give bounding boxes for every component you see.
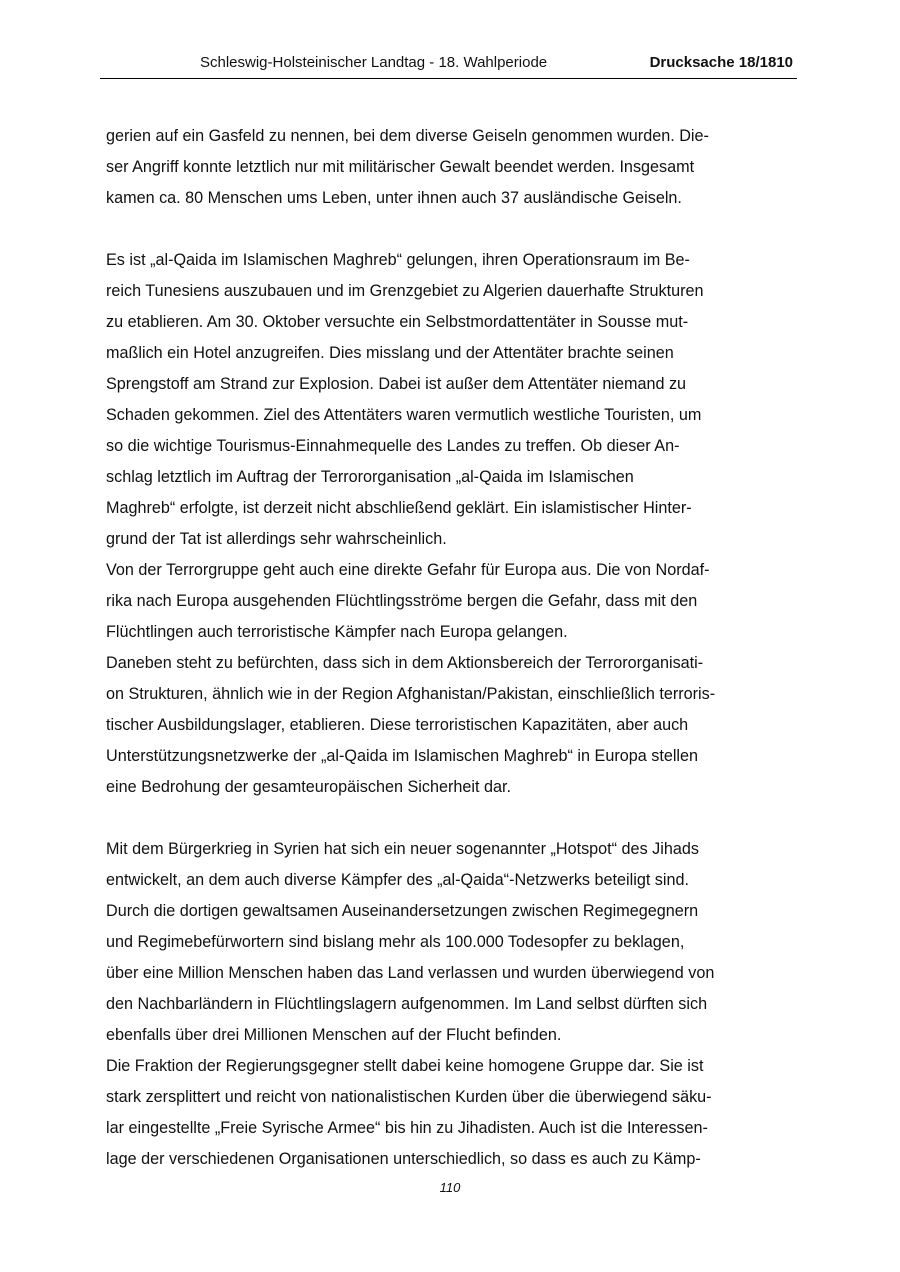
text-line: Sprengstoff am Strand zur Explosion. Dabei ist außer dem Attentäter niemand zu [106, 375, 687, 393]
text-line: schlag letztlich im Auftrag der Terrororganisation „al-Qaida im Islamischen [106, 468, 634, 486]
text-line: Durch die dortigen gewaltsamen Auseinandersetzungen zwischen Regimegegnern [106, 902, 699, 920]
text-line: Von der Terrorgruppe geht auch eine direkte Gefahr für Europa aus. Die von Nordaf- [106, 561, 710, 579]
text-line: gerien auf ein Gasfeld zu nennen, bei dem diverse Geiseln genommen wurden. Die- [106, 127, 709, 145]
text-line: Schaden gekommen. Ziel des Attentäters waren vermutlich westliche Touristen, um [106, 406, 702, 424]
text-line: kamen ca. 80 Menschen ums Leben, unter ihnen auch 37 ausländische Geiseln. [106, 189, 682, 207]
text-line: tischer Ausbildungslager, etablieren. Diese terroristischen Kapazitäten, aber auch [106, 716, 689, 734]
paragraph-gap [106, 803, 797, 834]
text-line: eine Bedrohung der gesamteuropäischen Sicherheit dar. [106, 778, 511, 796]
text-line: den Nachbarländern in Flüchtlingslagern aufgenommen. Im Land selbst dürften sich [106, 995, 708, 1013]
text-line: zu etablieren. Am 30. Oktober versuchte ein Selbstmordattentäter in Sousse mut- [106, 313, 689, 331]
text-line: reich Tunesiens auszubauen und im Grenzgebiet zu Algerien dauerhafte Strukturen [106, 282, 704, 300]
text-line: Es ist „al-Qaida im Islamischen Maghreb“ gelungen, ihren Operationsraum im Be- [106, 251, 690, 269]
text-line: über eine Million Menschen haben das Land verlassen und wurden überwiegend von [106, 964, 715, 982]
header-title: Schleswig-Holsteinischer Landtag - 18. Wahlperiode [200, 54, 548, 71]
text-line: Mit dem Bürgerkrieg in Syrien hat sich ein neuer sogenannter „Hotspot“ des Jihads [106, 840, 699, 858]
text-line: und Regimebefürwortern sind bislang mehr als 100.000 Todesopfer zu beklagen, [106, 933, 685, 951]
text-line: lar eingestellte „Freie Syrische Armee“ bis hin zu Jihadisten. Auch ist die Interessen- [106, 1119, 708, 1137]
text-line: ebenfalls über drei Millionen Menschen auf der Flucht befinden. [106, 1026, 562, 1044]
paragraph-gap [106, 214, 797, 245]
page-header [100, 52, 797, 79]
text-line: grund der Tat ist allerdings sehr wahrscheinlich. [106, 530, 447, 548]
text-line: so die wichtige Tourismus-Einnahmequelle des Landes zu treffen. Ob dieser An- [106, 437, 680, 455]
text-line: lage der verschiedenen Organisationen unterschiedlich, so dass es auch zu Kämp- [106, 1150, 701, 1168]
page-number: 110 [439, 1180, 461, 1195]
text-line: maßlich ein Hotel anzugreifen. Dies misslang und der Attentäter brachte seinen [106, 344, 674, 362]
text-line: Flüchtlingen auch terroristische Kämpfer nach Europa gelangen. [106, 623, 568, 641]
text-line: stark zersplittert und reicht von nationalistischen Kurden über die überwiegend säku- [106, 1088, 712, 1106]
text-line: ser Angriff konnte letztlich nur mit militärischer Gewalt beendet werden. Insgesamt [106, 158, 695, 176]
text-line: Die Fraktion der Regierungsgegner stellt dabei keine homogene Gruppe dar. Sie ist [106, 1057, 704, 1075]
text-line: rika nach Europa ausgehenden Flüchtlingsströme bergen die Gefahr, dass mit den [106, 592, 698, 610]
text-line: entwickelt, an dem auch diverse Kämpfer des „al-Qaida“-Netzwerks beteiligt sind. [106, 871, 690, 889]
text-line: Maghreb“ erfolgte, ist derzeit nicht abschließend geklärt. Ein islamistischer Hinter- [106, 499, 692, 517]
text-line: on Strukturen, ähnlich wie in der Region Afghanistan/Pakistan, einschließlich terroris- [106, 685, 716, 703]
text-line: Daneben steht zu befürchten, dass sich in dem Aktionsbereich der Terrororganisati- [106, 654, 704, 672]
document-number: Drucksache 18/1810 [649, 54, 793, 71]
text-line: Unterstützungsnetzwerke der „al-Qaida im Islamischen Maghreb“ in Europa stellen [106, 747, 699, 765]
body-text [106, 121, 797, 1175]
